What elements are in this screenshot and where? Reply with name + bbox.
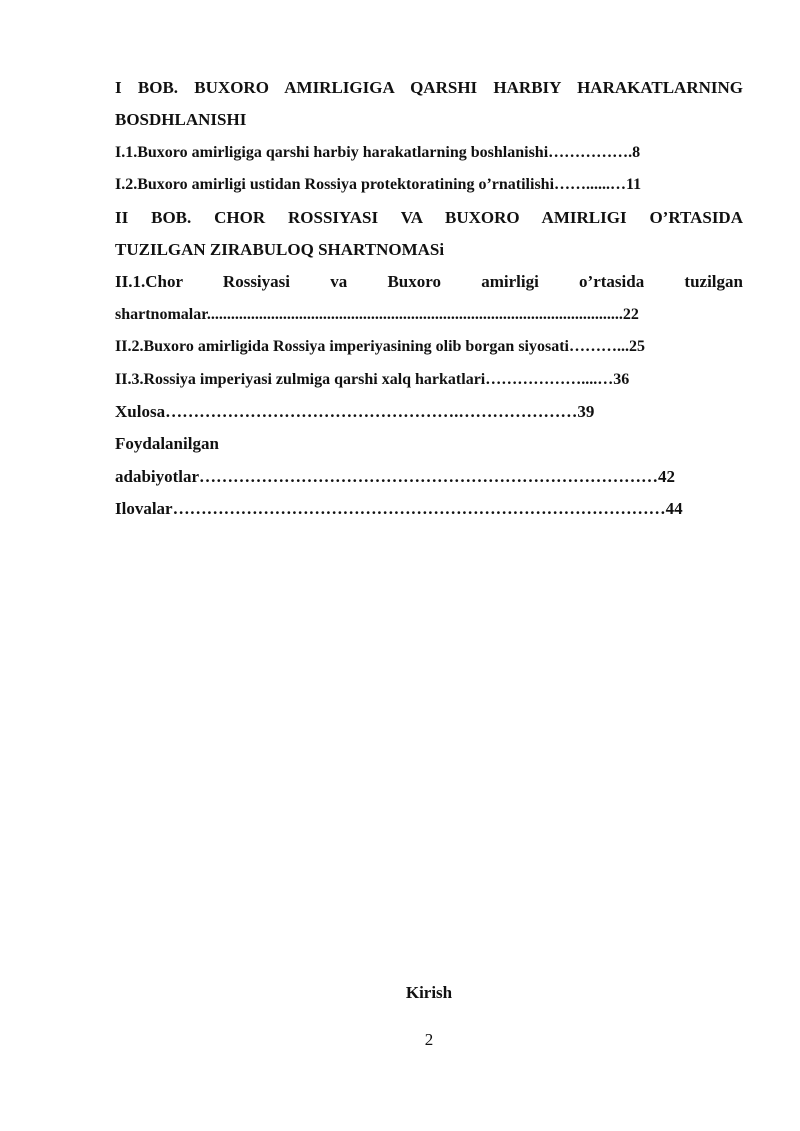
section-2-3-entry: II.3.Rossiya imperiyasi zulmiga qarshi xalq harkatlari………………....…36 bbox=[115, 370, 630, 388]
section-2-2-entry: II.2.Buxoro amirligida Rossiya imperiyasining olib borgan siyosati………...25 bbox=[115, 338, 645, 356]
chapter-1-heading-line-1: I BOB. BUXORO AMIRLIGIGA QARSHI HARBIY HARAKATLARNING bbox=[115, 78, 743, 97]
section-1-2-entry: I.2.Buxoro amirligi ustidan Rossiya protektoratining o’rnatilishi……......…11 bbox=[115, 176, 642, 194]
section-1-1-entry: I.1.Buxoro amirligiga qarshi harbiy harakatlarning boshlanishi…………….8 bbox=[115, 143, 641, 161]
appendices-entry: Ilovalar……………………………………………………………………………44 bbox=[115, 499, 683, 519]
chapter-2-heading-line-2: TUZILGAN ZIRABULOQ SHARTNOMASi bbox=[115, 240, 445, 260]
page-number: 2 bbox=[424, 1030, 434, 1049]
conclusion-entry: Xulosa…………………………………………….…………………39 bbox=[115, 402, 595, 422]
references-entry-line-1: Foydalanilgan bbox=[115, 434, 219, 454]
table-of-contents bbox=[115, 72, 743, 526]
section-2-1-entry-line-1: II.1.Chor Rossiyasi va Buxoro amirligi o’rtasida tuzilgan bbox=[115, 272, 743, 292]
next-section-heading: Kirish bbox=[405, 983, 453, 1002]
section-2-1-entry-line-2: shartnomalar........................................................................................................22 bbox=[115, 305, 639, 323]
references-entry-line-2: adabiyotlar………………………………………………………………………42 bbox=[115, 466, 676, 486]
chapter-1-heading-line-2: BOSDHLANISHI bbox=[115, 110, 247, 130]
chapter-2-heading-line-1: II BOB. CHOR ROSSIYASI VA BUXORO AMIRLIGI O’RTASIDA bbox=[115, 207, 743, 227]
